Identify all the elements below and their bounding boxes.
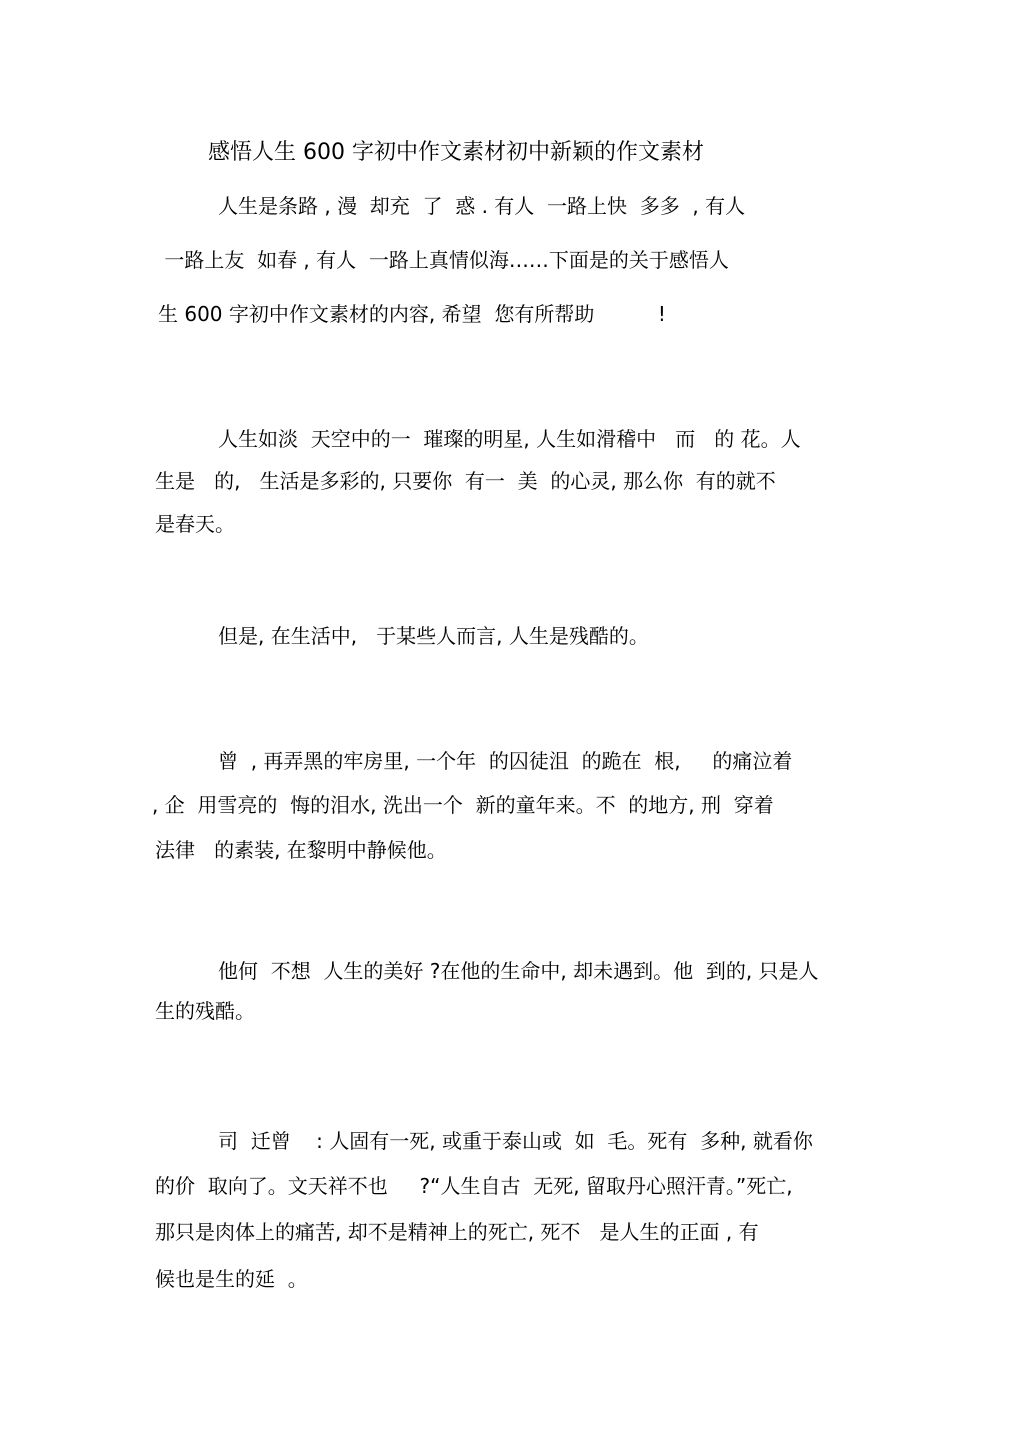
para4-line-1: 他何 不想 人生的美好 ?在他的生命中, 却未遇到。他 到的, 只是人 bbox=[218, 959, 819, 983]
para5-line-2: 的价 取向了。文天祥不也 ?“人生自古 无死, 留取丹心照汗青。”死亡, bbox=[155, 1174, 793, 1198]
intro-line-2: 一路上友 如春 , 有人 一路上真情似海……下面是的关于感悟人 bbox=[158, 248, 729, 272]
para3-line-2: , 企 用雪亮的 悔的泪水, 洗出一个 新的童年来。不 的地方, 刑 穿着 bbox=[152, 793, 774, 817]
para5-line-1: 司 迁曾 : 人固有一死, 或重于泰山或 如 毛。死有 多种, 就看你 bbox=[218, 1129, 813, 1153]
para5-line-4: 候也是生的延 。 bbox=[155, 1267, 308, 1291]
intro-line-3: 生 600 字初中作文素材的内容, 希望 您有所帮助 ! bbox=[158, 302, 666, 326]
para1-line-1: 人生如淡 天空中的一 璀璨的明星, 人生如滑稽中 而 的 花。人 bbox=[218, 427, 801, 451]
para5-line-3: 那只是肉体上的痛苦, 却不是精神上的死亡, 死不 是人生的正面 , 有 bbox=[155, 1220, 759, 1244]
para3-line-3: 法律 的素装, 在黎明中静候他。 bbox=[155, 838, 447, 862]
document-title: 感悟人生 600 字初中作文素材初中新颖的作文素材 bbox=[208, 140, 704, 165]
para1-line-3: 是春天。 bbox=[155, 512, 235, 536]
intro-line-1: 人生是条路 , 漫 却充 了 惑 . 有人 一路上快 多多 , 有人 bbox=[218, 194, 746, 218]
para2-line-1: 但是, 在生活中, 于某些人而言, 人生是残酷的。 bbox=[218, 624, 649, 648]
para1-line-2: 生是 的, 生活是多彩的, 只要你 有一 美 的心灵, 那么你 有的就不 bbox=[155, 469, 776, 493]
para4-line-2: 生的残酷。 bbox=[155, 999, 255, 1023]
para3-line-1: 曾 , 再弄黑的牢房里, 一个年 的囚徒沮 的跪在 根, 的痛泣着 bbox=[218, 749, 793, 773]
